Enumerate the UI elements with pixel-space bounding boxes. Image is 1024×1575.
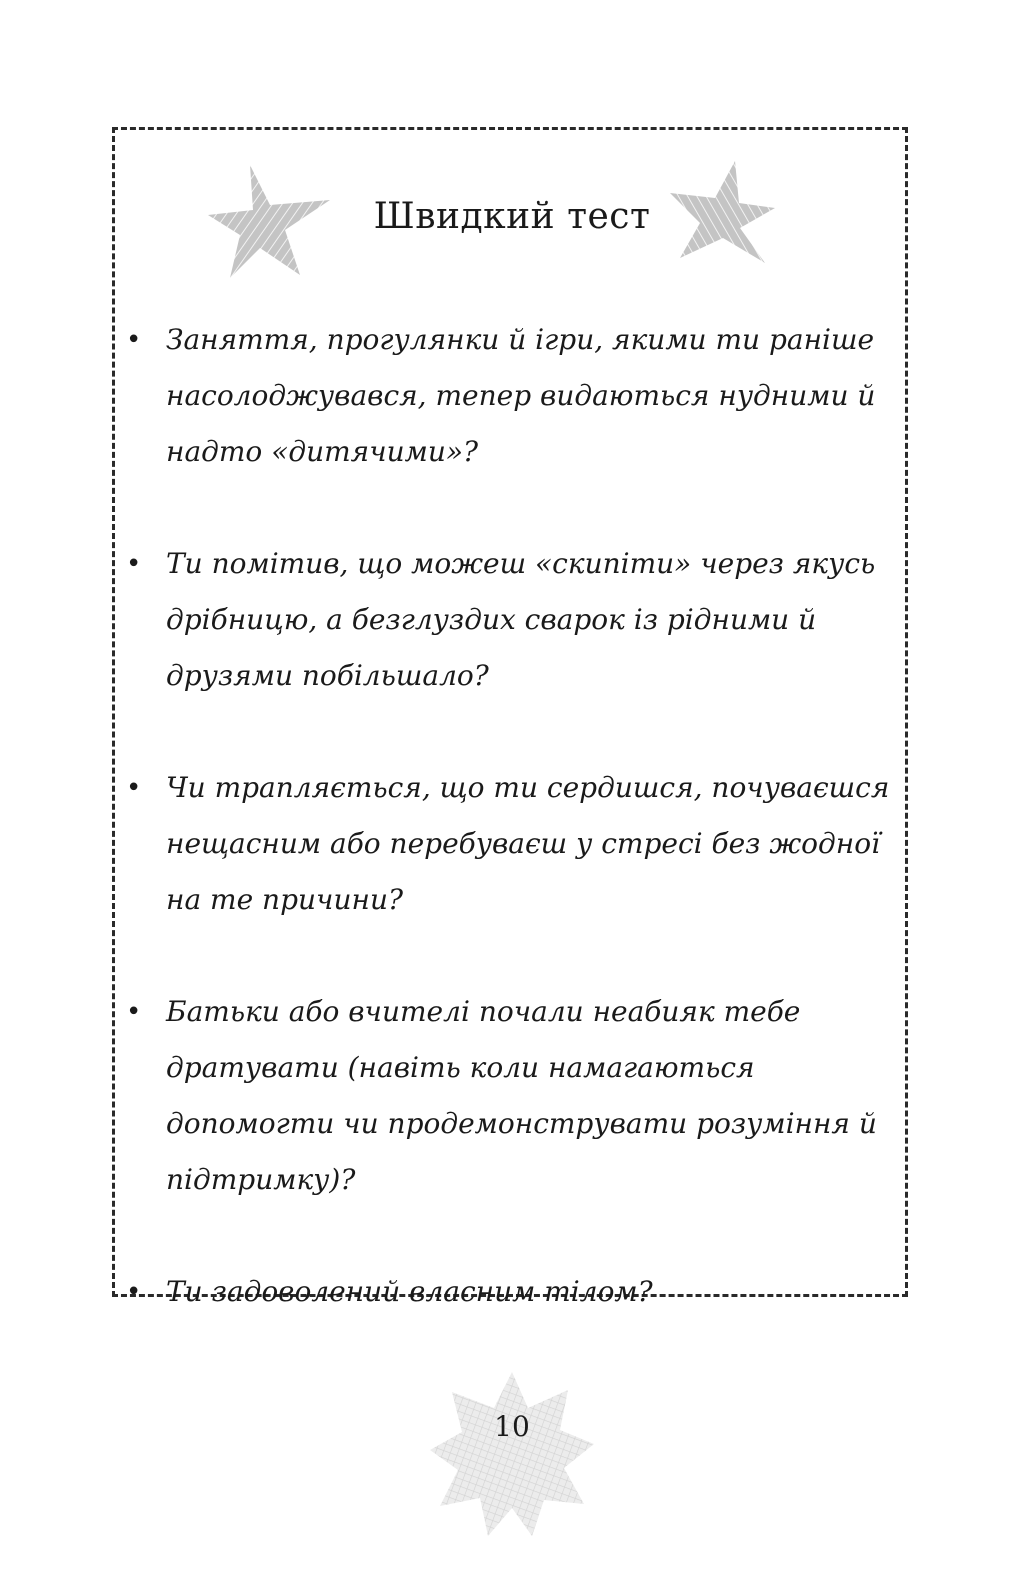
star-icon (665, 158, 777, 268)
list-item (122, 312, 902, 480)
question-list (122, 312, 902, 1376)
bullet: • (126, 549, 142, 579)
list-item (122, 984, 902, 1208)
list-item (122, 760, 902, 928)
question-text: Батьки або вчителі почали неабияк тебе дратувати (навіть коли намагаються допомогти чи продемонструвати розуміння й підтримку)? (166, 995, 877, 1196)
starburst-icon (428, 1370, 596, 1538)
bullet: • (126, 1277, 142, 1307)
question-text: Ти задоволений власним тілом? (166, 1275, 653, 1308)
bullet: • (126, 997, 142, 1027)
list-item (122, 1264, 902, 1320)
question-text: Ти помітив, що можеш «скипіти» через якусь дрібницю, а безглуздих сварок із рідними й друзями побільшало? (166, 547, 876, 692)
page-title: Швидкий тест (373, 196, 651, 237)
page-number: 10 (494, 1410, 530, 1443)
list-item (122, 536, 902, 704)
question-text: Чи трапляється, що ти сердишся, почуваєшся нещасним або перебуваєш у стресі без жодної на те причини? (166, 771, 890, 916)
bullet: • (126, 773, 142, 803)
question-text: Заняття, прогулянки й ігри, якими ти раніше насолоджувався, тепер видаються нудними й надто «дитячими»? (166, 323, 876, 468)
bullet: • (126, 325, 142, 355)
